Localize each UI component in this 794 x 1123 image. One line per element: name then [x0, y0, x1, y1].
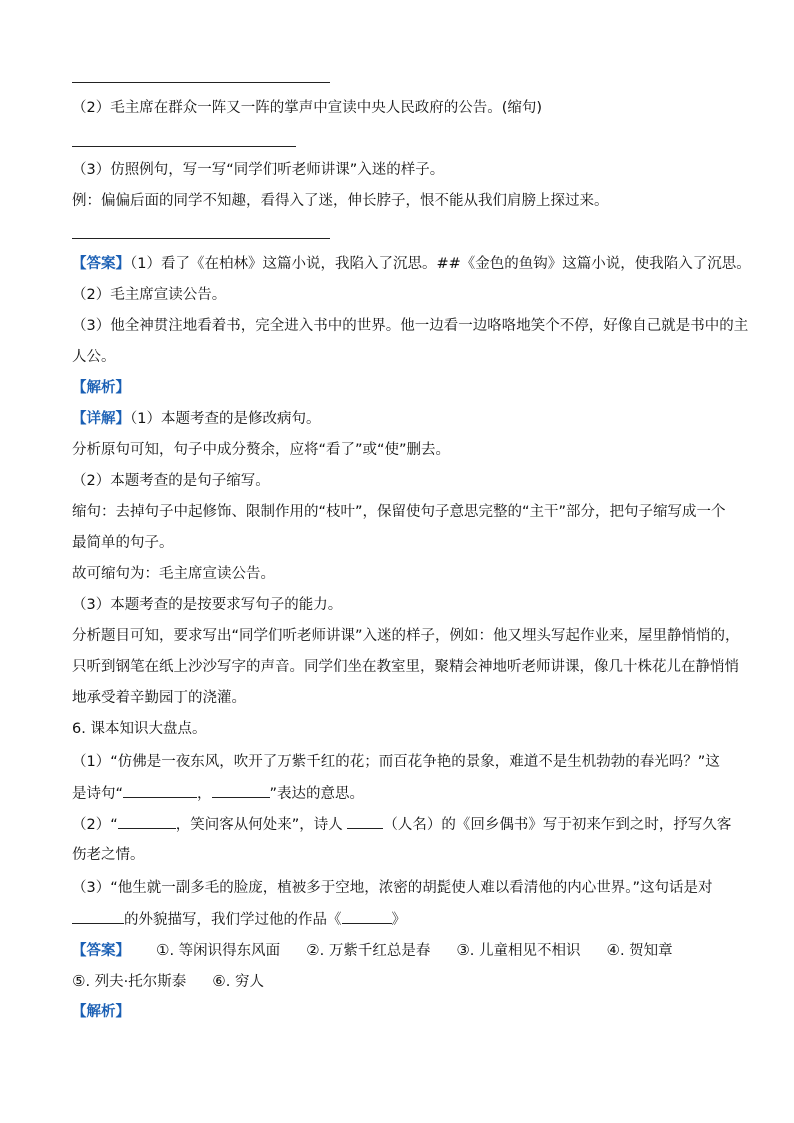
text-segment: ”表达的意思。 [269, 786, 365, 802]
detail-part-1-explanation: 分析原句可知，句子中成分赘余，应将“看了”或“使”删去。 [72, 442, 451, 458]
fill-blank-3 [118, 814, 176, 829]
fill-blank-6 [342, 909, 392, 924]
answer-5-part-3-line-2: 人公。 [72, 349, 116, 365]
answer-6-line-2 [72, 971, 264, 992]
detail-part-2: （2）本题考查的是句子缩写。 [72, 473, 270, 489]
answer-tag: 【答案】 [72, 943, 130, 959]
answer-item-2 [306, 940, 430, 961]
answer-5-part-3-line-1: （3）他全神贯注地看着书，完全进入书中的世界。他一边看一边咯咯地笑个不停，好像自己就是书中的主 [72, 318, 749, 334]
question-6-part-3-line-2 [72, 909, 406, 930]
text-segment: 》 [391, 912, 406, 928]
answer-item-6 [212, 971, 264, 992]
text-segment: ， [197, 786, 212, 802]
answer-blank-line-2 [72, 146, 296, 147]
text-segment: 是诗句“ [72, 786, 124, 802]
detail-part-2-explanation-line-2: 最简单的句子。 [72, 535, 174, 551]
answer-item-1 [156, 940, 280, 961]
detail-part-3-explanation-line-1: 分析题目可知，要求写出“同学们听老师讲课”入迷的样子，例如：他又埋头写起作业来，屋里静悄悄的， [72, 628, 740, 644]
detail-part-3-explanation-line-3: 地承受着辛勤园丁的浇灌。 [72, 690, 246, 706]
item-text: . 穷人 [225, 974, 264, 990]
fill-blank-2 [212, 783, 270, 798]
item-text: . 列夫·托尔斯泰 [85, 974, 187, 990]
item-number: ③ [456, 941, 470, 959]
item-text: . 等闲识得东风面 [169, 943, 281, 959]
item-number: ④ [606, 941, 620, 959]
text-segment: 的外貌描写，我们学过他的作品《 [124, 912, 342, 928]
analysis-tag-2: 【解析】 [72, 1004, 130, 1020]
detail-part-3-explanation-line-2: 只听到钢笔在纸上沙沙写字的声音。同学们坐在教室里，聚精会神地听老师讲课，像几十株花儿在静悄悄 [72, 659, 739, 675]
fill-blank-1 [123, 783, 197, 798]
question-6-part-1-line-1: （1）“仿佛是一夜东风，吹开了万紫千红的花；而百花争艳的景象，难道不是生机勃勃的春光吗？”这 [72, 754, 720, 770]
answer-blank-line-1 [72, 82, 330, 83]
answer-tag: 【答案】 [72, 256, 130, 272]
question-6-title: 6. 课本知识大盘点。 [72, 721, 207, 737]
question-6-part-3-line-1: （3）“他生就一副多毛的脸庞，植被多于空地，浓密的胡髭使人难以看清他的内心世界。”这句话是对 [72, 880, 713, 896]
item-number: ① [156, 941, 170, 959]
question-6-part-2-line-1 [72, 814, 731, 835]
answer-item-3 [456, 940, 580, 961]
answer-5-part-2: （2）毛主席宣读公告。 [72, 287, 227, 303]
fill-blank-4 [347, 814, 383, 829]
answer-5-line-1 [72, 254, 751, 274]
item-number: ⑥ [212, 972, 226, 990]
item-number: ② [306, 941, 320, 959]
question-5-part-3: （3）仿照例句，写一写“同学们听老师讲课”入迷的样子。 [72, 162, 445, 178]
answer-5-part-1: （1）看了《在柏林》这篇小说，我陷入了沉思。##《金色的鱼钩》这篇小说，使我陷入了沉思。 [130, 256, 751, 272]
question-6-part-2-line-2: 伤老之情。 [72, 847, 145, 863]
text-segment: （人名）的《回乡偶书》写于初来乍到之时，抒写久客 [383, 817, 732, 833]
answer-6-line-1 [72, 940, 673, 961]
text-segment: ，笑问客从何处来”，诗人 [175, 817, 348, 833]
item-number: ⑤ [72, 972, 86, 990]
item-text: . 贺知章 [619, 943, 673, 959]
fill-blank-5 [72, 909, 124, 924]
detail-part-1: （1）本题考查的是修改病句。 [130, 411, 321, 427]
answer-item-5 [72, 971, 186, 992]
detail-tag: 【详解】 [72, 411, 130, 427]
item-text: . 儿童相见不相识 [469, 943, 581, 959]
analysis-tag: 【解析】 [72, 380, 130, 396]
item-text: . 万紫千红总是春 [319, 943, 431, 959]
answer-blank-line-3 [72, 238, 330, 239]
question-5-part-2: （2）毛主席在群众一阵又一阵的掌声中宣读中央人民政府的公告。(缩句) [72, 100, 543, 116]
question-6-part-1-line-2 [72, 783, 364, 804]
detail-part-2-explanation-line-1: 缩句：去掉句子中起修饰、限制作用的“枝叶”，保留使句子意思完整的“主干”部分，把句子缩写成一个 [72, 504, 726, 520]
answer-item-4 [607, 940, 673, 961]
detail-part-2-conclusion: 故可缩句为：毛主席宣读公告。 [72, 566, 275, 582]
question-5-example: 例：偏偏后面的同学不知趣，看得入了迷，伸长脖子，恨不能从我们肩膀上探过来。 [72, 193, 609, 209]
detail-line-1 [72, 409, 320, 429]
detail-part-3: （3）本题考查的是按要求写句子的能力。 [72, 597, 343, 613]
text-segment: （2）“ [72, 817, 118, 833]
